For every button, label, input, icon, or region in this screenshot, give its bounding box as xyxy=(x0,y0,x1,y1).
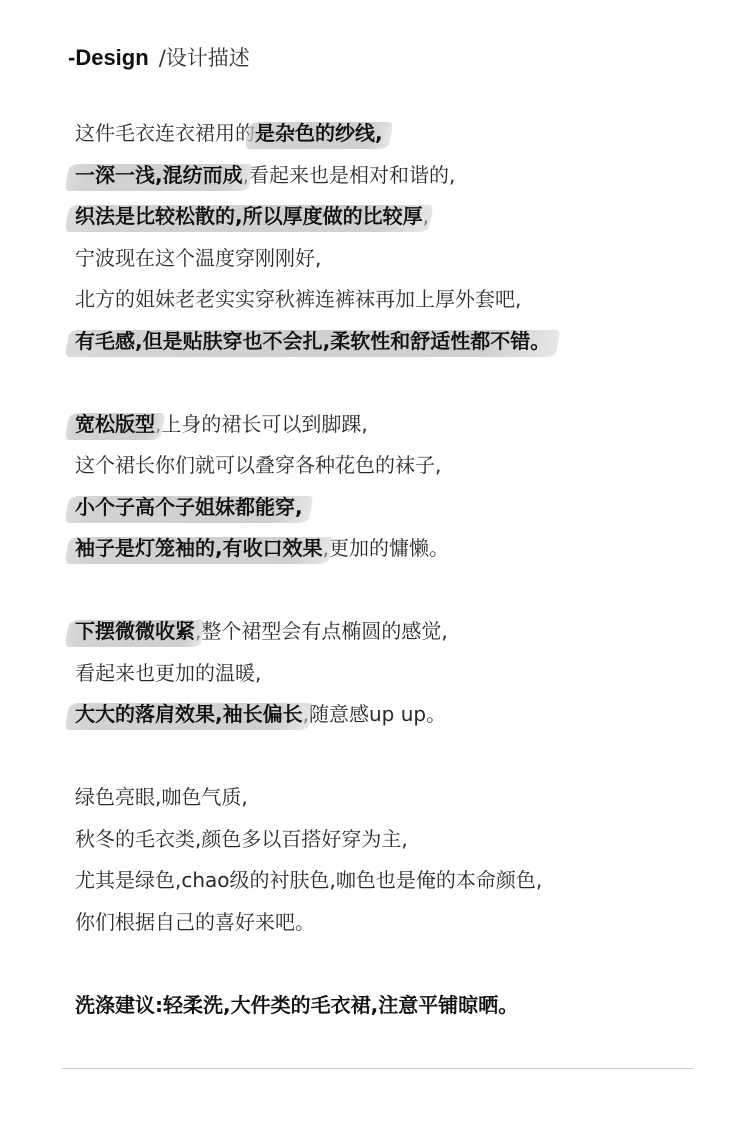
plain-text: , xyxy=(422,204,429,228)
plain-text: 你们根据自己的喜好来吧。 xyxy=(75,909,315,934)
text-line xyxy=(75,694,715,736)
plain-text: 宁波现在这个温度穿刚刚好, xyxy=(75,245,322,270)
plain-text: 这个裙长你们就可以叠穿各种花色的袜子, xyxy=(75,453,442,477)
paragraph-gap xyxy=(75,362,715,404)
highlighted-text: 是杂色的纱线, xyxy=(247,113,391,155)
highlighted-text: 袖子是灯笼袖的,有收口效果 xyxy=(67,528,331,570)
plain-text: 秋冬的毛衣类,颜色多以百搭好穿为主, xyxy=(75,826,408,851)
plain-text: ,更加的慵懒。 xyxy=(322,536,449,560)
plain-text: ,整个裙型会有点椭圆的感觉, xyxy=(195,619,448,643)
paragraph-gap xyxy=(75,570,715,612)
highlighted-text: 大大的落肩效果,袖长偏长 xyxy=(67,694,311,736)
highlighted-text: 织法是比较松散的,所以厚度做的比较厚 xyxy=(67,196,431,238)
paragraph-gap xyxy=(75,943,715,985)
highlighted-text: 有毛感,但是贴肤穿也不会扎,柔软性和舒适性都不错。 xyxy=(67,321,558,363)
highlighted-text: 小个子高个子姐妹都能穿, xyxy=(67,487,311,529)
text-line xyxy=(75,860,715,902)
heading-english: -Design xyxy=(68,45,149,70)
text-line xyxy=(75,653,715,695)
paragraph-gap xyxy=(75,736,715,778)
plain-text: 北方的姐妹老老实实穿秋裤连裤袜再加上厚外套吧, xyxy=(75,287,522,311)
text-line xyxy=(75,819,715,861)
plain-text: ,看起来也是相对和谐的, xyxy=(242,162,456,187)
heading-separator: / xyxy=(158,46,166,70)
text-line xyxy=(75,902,715,944)
text-line xyxy=(75,487,715,529)
text-line xyxy=(75,238,715,280)
text-line xyxy=(75,528,715,570)
washing-advice xyxy=(75,985,715,1027)
text-line xyxy=(75,113,715,155)
plain-text: ,随意感up up。 xyxy=(302,702,447,726)
text-line xyxy=(75,445,715,487)
highlighted-text: 宽松版型 xyxy=(67,404,163,446)
washing-advice-text: 洗涤建议:轻柔洗,大件类的毛衣裙,注意平铺晾晒。 xyxy=(75,992,519,1017)
plain-text: 绿色亮眼,咖色气质, xyxy=(75,785,248,809)
text-line xyxy=(75,777,715,819)
text-line xyxy=(75,196,715,238)
bottom-divider xyxy=(62,1068,694,1069)
plain-text: ,上身的裙长可以到脚踝, xyxy=(155,411,368,436)
heading-chinese: 设计描述 xyxy=(165,46,250,70)
highlighted-text: 下摆微微收紧 xyxy=(67,611,203,653)
plain-text: 看起来也更加的温暖, xyxy=(75,660,262,685)
description-body xyxy=(75,113,715,1026)
highlighted-text: 一深一浅,混纺而成 xyxy=(67,155,251,197)
plain-text: 这件毛衣连衣裙用的 xyxy=(75,121,255,145)
text-line xyxy=(75,155,715,197)
text-line xyxy=(75,321,715,363)
plain-text: 尤其是绿色,chao级的衬肤色,咖色也是俺的本命颜色, xyxy=(75,868,543,892)
section-heading xyxy=(68,42,250,74)
text-line xyxy=(75,611,715,653)
text-line xyxy=(75,279,715,321)
text-line xyxy=(75,404,715,446)
